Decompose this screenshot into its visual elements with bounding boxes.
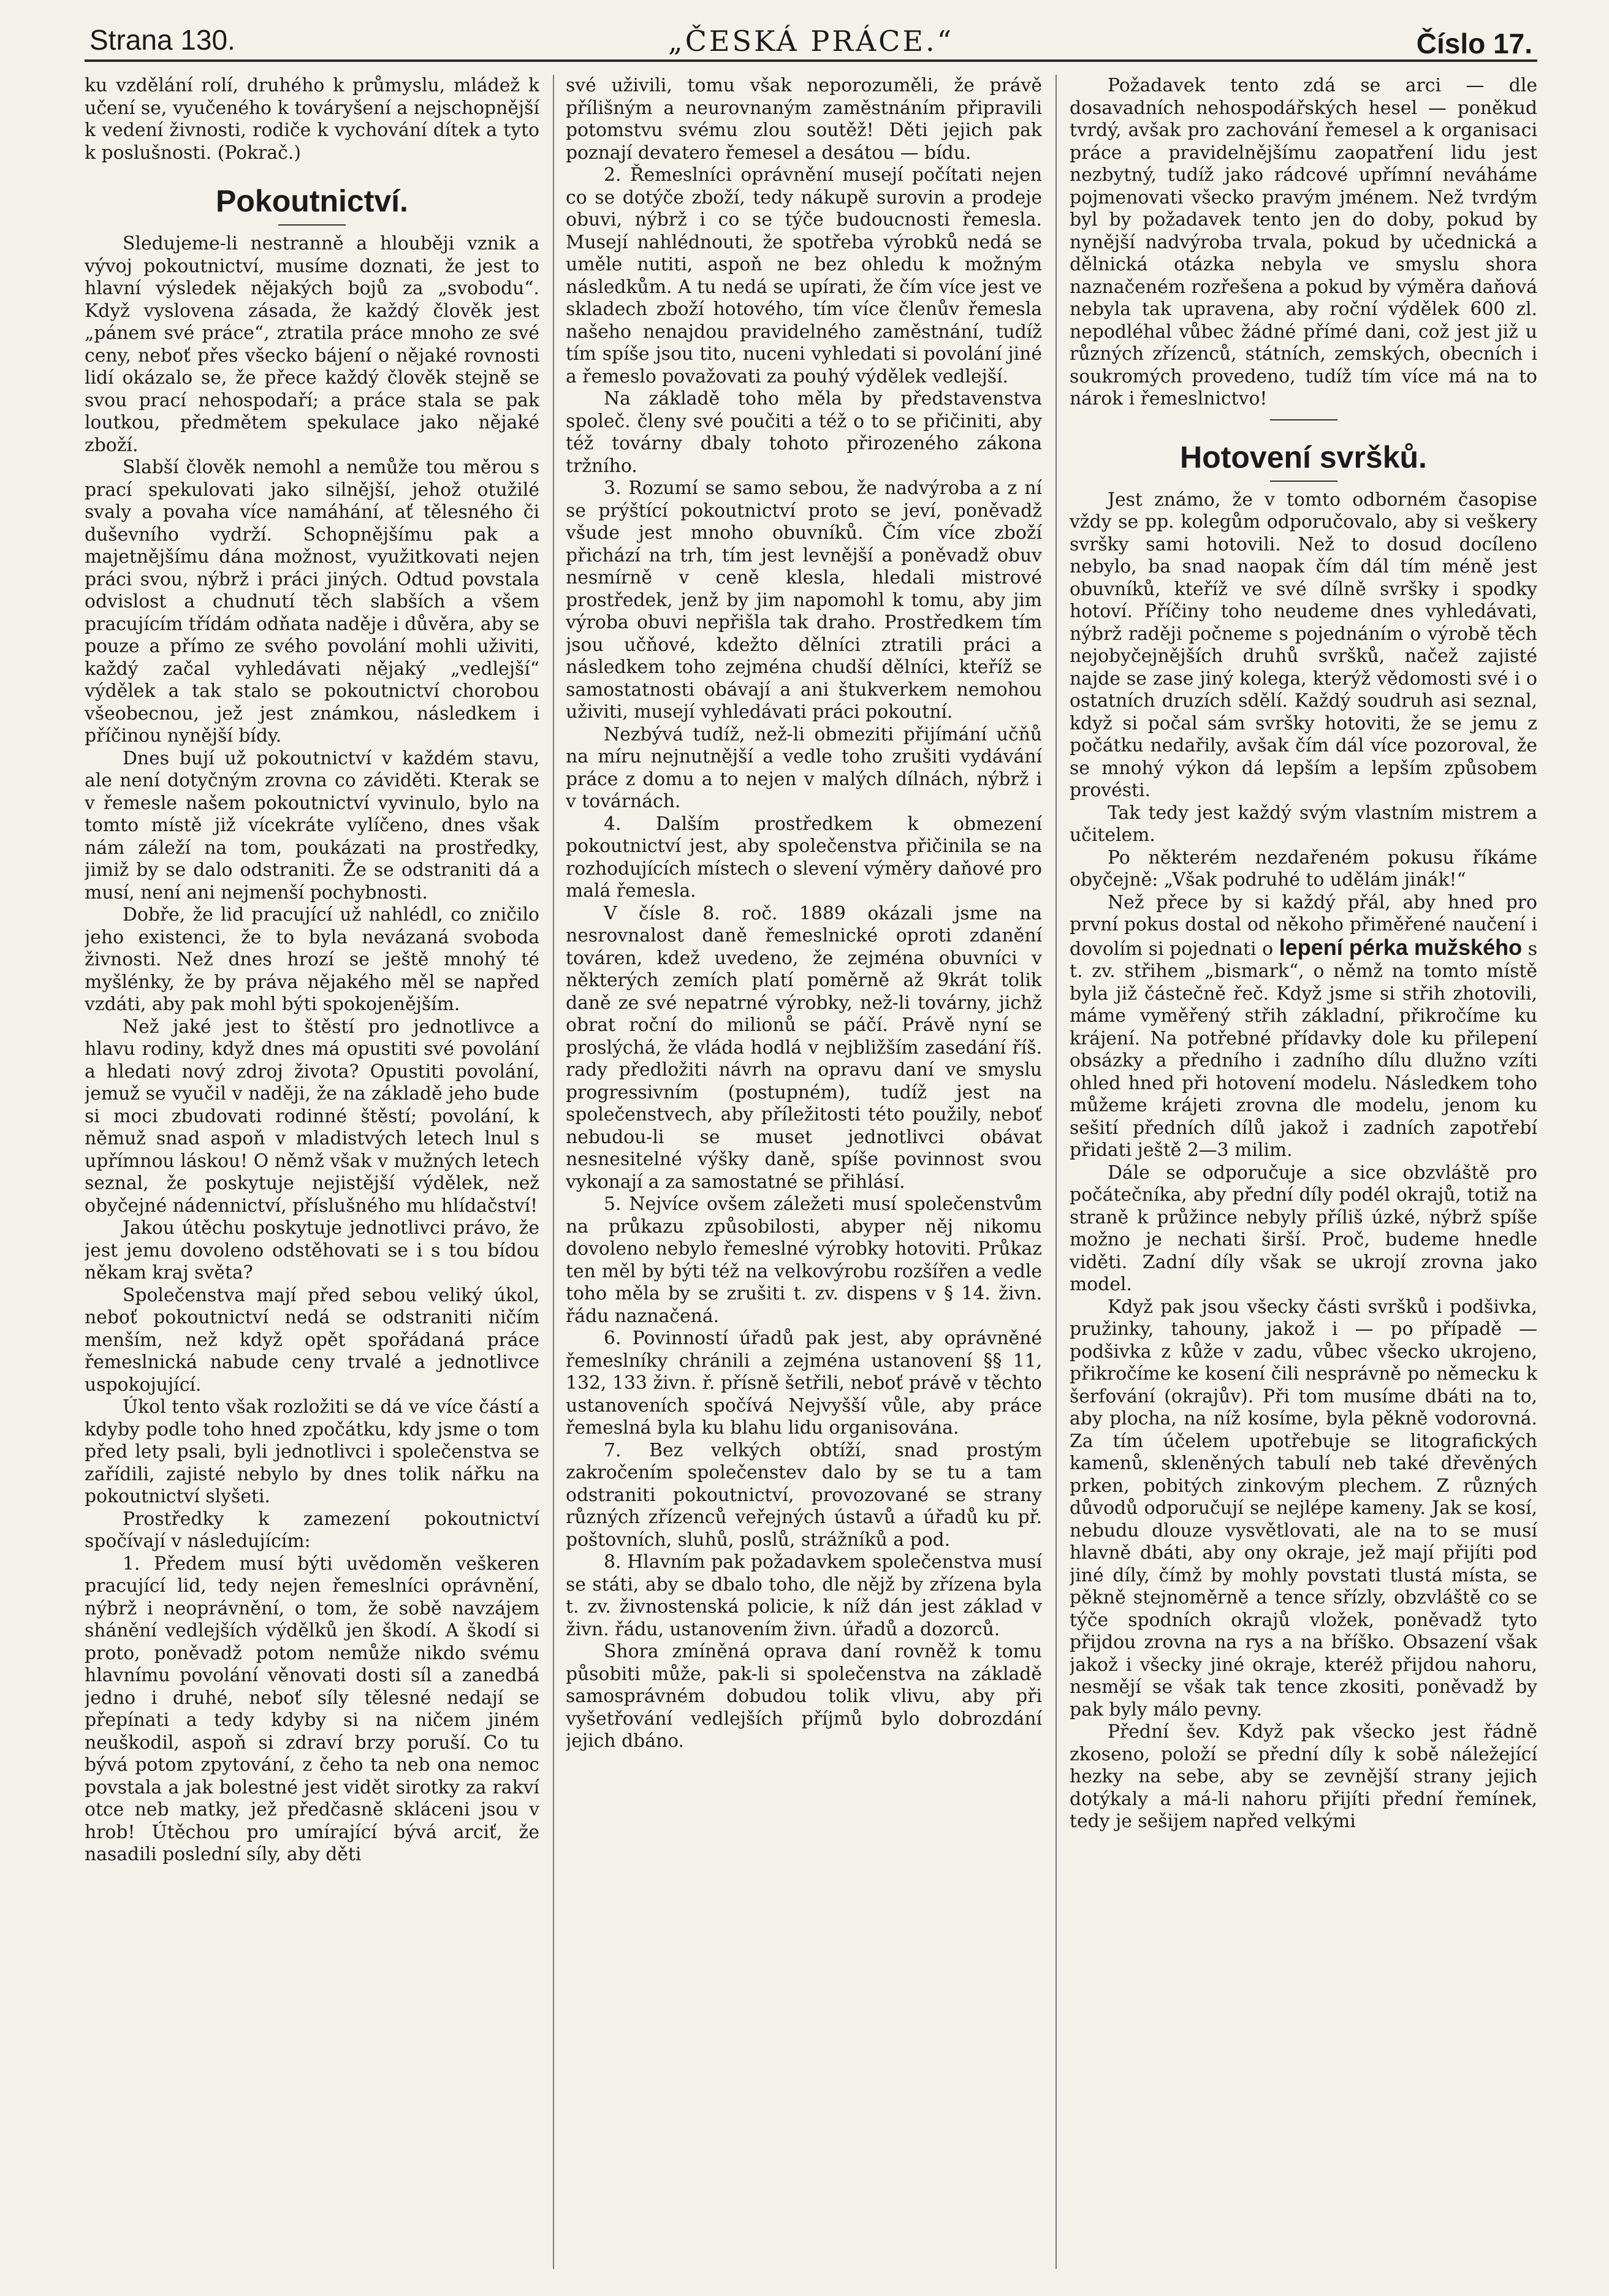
paragraph: Společenstva mají před sebou veliký úkol, neboť pokoutnictví nedá se odstraniti ničím menším, než když opět spořádaná práce řemeslnická nabude ceny trvalé a jednotlivce uspokojující. [85, 1284, 539, 1396]
paragraph: Sledujeme-li nestranně a hlouběji vznik a vývoj pokoutnictví, musíme doznati, že jest to hlavní výsledek nějakých bojů za „svobodu“. Když vyslovena zásada, že každý člověk jest „pánem své práce“, ztratila práce mnoho ze své ceny, neboť přes všecko bájení o nějaké rovnosti lidí okázalo se, že přece každý člověk stejně se svou prací nehospodaří; a práce stala se pak loutkou, předmětem spekulace jako nějaké zboží. [85, 233, 539, 456]
paragraph: 7. Bez velkých obtíží, snad prostým zakročením společenstev dalo by se tu a tam odstraniti pokoutnictví, provozované se strany různých zřízenců veřejných ústavů a úřadů ku př. poštovních, sluhů, poslů, strážníků a pod. [566, 1439, 1042, 1551]
paragraph-text: Než přece by si každý přál, aby hned pro první pokus dostal od někoho přiměřené naučení i dovolím si pojednati o [1070, 891, 1537, 960]
paragraph: 6. Povinností úřadů pak jest, aby oprávněné řemeslníky chránili a zejména ustanovení §§ 11, 132, 133 živn. ř. přísně šetřili, neboť právě v těchto ustanoveních spočívá Nejvyšší vůle, aby práce řemeslná byla ku blahu lidu organisována. [566, 1328, 1042, 1439]
paragraph: Tak tedy jest každý svým vlastním mistrem a učitelem. [1070, 802, 1537, 846]
paragraph: 8. Hlavním pak požadavkem společenstva musí se státi, aby se dbalo toho, dle nějž by zřízena byla t. zv. živnostenská policie, k níž dán jest základ v živn. řádu, ustanovením živn. úřadů a dozorců. [566, 1551, 1042, 1640]
column-divider [553, 75, 554, 2269]
paragraph: Nezbývá tudíž, než-li obmeziti přijímání učňů na míru nejnutnější a vedle toho zrušiti vydávání práce z domu a to nejen v malých dílnách, nýbrž i v továrnách. [566, 723, 1042, 812]
paragraph-text: s t. zv. střihem „bismark“, o němž na tomto místě byla již částečně řeč. Když jsme si střih zhotovili, máme vyměřený střih základní, přikročíme ku krájení. Na potřebné přídavky dole ku přilepení obsázky a předního i zadního dílu dlužno vzíti ohled hned při hotovení modelu. Následkem toho můžeme krájeti zrovna dle modelu, jenom ku sešití předních dílů jakož i zadních zapotřebí přidati ještě 2—3 milim. [1070, 938, 1537, 1161]
paragraph: Na základě toho měla by představenstva společ. členy své poučiti a též o to se přičiniti, aby též továrny dbaly tohoto přirozeného zákona tržního. [566, 388, 1042, 477]
paragraph: 5. Nejvíce ovšem záležeti musí společenstvům na průkazu způsobilosti, abyper něj nikomu dovoleno nebylo řemeslné výrobky hotoviti. Průkaz ten měl by býti též na velkovýrobu rozšířen a vedle toho měla by se zrušiti t. zv. dispens v § 14. živn. řádu naznačená. [566, 1193, 1042, 1327]
column-divider [1056, 75, 1057, 2269]
paragraph: 2. Řemeslníci oprávnění musejí počítati nejen co se dotýče zboží, tedy nákupě surovin a prodeje obuvi, nýbrž i co se týče budoucnosti řemesla. Musejí nahlédnouti, že spotřeba výrobků nedá se uměle nutiti, aspoň ne bez ohledu k možným následkům. A tu nedá se upírati, že čím více jest ve skladech zboží hotového, tím více členův řemesla našeho nenajdou pravidelného zaměstnání, tudíž tím spíše jsou tito, nuceni vyhledati si povolání jiné a řemeslo považovati za pouhý výdělek vedlejší. [566, 164, 1042, 387]
paragraph: Přední šev. Když pak všecko jest řádně zkoseno, položí se přední díly k sobě náležející hezky na sebe, aby se zevnější strany jejich dotýkaly a má-li nahoru přijíti přední řemínek, tedy je sešijem napřed velkými [1070, 1721, 1537, 1832]
paragraph: Po některém nezdařeném pokusu říkáme obyčejně: „Však podruhé to udělám jinák!“ [1070, 846, 1537, 891]
section-rule [1270, 419, 1337, 420]
title-rule [1270, 481, 1337, 482]
paragraph: Prostředky k zamezení pokoutnictví spočívají v následujícím: [85, 1508, 539, 1552]
paragraph: V čísle 8. roč. 1889 okázali jsme na nesrovnalost daně řemeslnické oproti zdanění továren, kdež uvedeno, že zejména obuvníci v některých zemích platí poměrně až 9krát tolik daně ze své nepatrné výrobky, než-li továrny, jichž obrat roční do milionů se páčí. Právě nyní se proslýchá, že vláda hodlá v nejbližším zasedání říš. rady předložiti návrh na opravu daní ve smyslu progressivním (postupném), tudíž jest na společenstvech, aby příležitosti této použily, neboť nebudou-li se muset jednotlivci obávat nesnesitelné výšky daně, spíše povinnost svou vykonají a za samostatné se přihlásí. [566, 902, 1042, 1193]
paragraph: Požadavek tento zdá se arci — dle dosavadních nehospodářských hesel — poněkud tvrdý, avšak pro zachování řemesel a k organisaci práce a pravidelnějšímu zaopatření lidu jest nezbytný, tudíž jako rádcové upřímní neváháme pojmenovati všecko pravým jménem. Než tvrdým byl by požadavek tento jen do doby, pokud by nynější nadvýroba trvala, pokud by učednická a dělnická otázka nebyla ve smyslu shora naznačeném rozřešena a pokud by výměra daňová nebyla tak upravena, aby roční výdělek 600 zl. nepodléhal vůbec žádné přímé dani, což jest již u různých zřízenců, státních, zemských, obecních i soukromých provedeno, tudíž tím více má na to nárok i řemeslnictvo! [1070, 75, 1537, 409]
paragraph: Slabší člověk nemohl a nemůže tou měrou s prací spekulovati jako silnější, jehož otužilé svaly a povaha více namáhání, ať tělesného či duševního vydrží. Schopnějšímu pak a majetnějšímu dána možnost, využitkovati nejen práci svou, nýbrž i práci jiných. Odtud povstala odvislost a chudnutí těch slabších a všem pracujícím třídám odňata naděje i důvěra, aby se pouze a přímo ze svého povolání mohli uživiti, každý začal vyhledávati nějaký „vedlejší“ výdělek a tak stalo se pokoutnictví chorobou všeobecnou, jež jest známkou, následkem i příčinou nynější bídy. [85, 457, 539, 747]
paragraph: Shora zmíněná oprava daní rovněž k tomu působiti může, pak-li si společenstva na základě samosprávném dobudou tolik vlivu, aby při vyšetřování vedlejších příjmů bylo dobrozdání jejich dbáno. [566, 1641, 1042, 1752]
paragraph [1070, 892, 1537, 1162]
paragraph: Jakou útěchu poskytuje jednotlivci právo, že jest jemu dovoleno odstěhovati se i s tou bídou někam kraj světa? [85, 1217, 539, 1283]
paragraph: své uživili, tomu však neporozuměli, že právě přílišným a neurovnaným zaměstnáním připravili potomstvu svému zlou soutěž! Děti jejich pak poznají devatero řemesel a desátou — bídu. [566, 75, 1042, 164]
journal-title: „ČESKÁ PRÁCE.“ [668, 25, 954, 58]
column-1 [85, 75, 539, 2269]
paragraph: Dále se odporučuje a sice obzvláště pro počátečníka, aby přední díly podél okrajů, totiž na straně k průžince nebyly příliš úzké, nýbrž spíše možno je nechati širší. Proč, budeme hnedle viděti. Zadní díly však se ukrojí zrovna jako model. [1070, 1161, 1537, 1295]
column-3 [1070, 75, 1537, 2269]
continued-text: ku vzdělání rolí, druhého k průmyslu, mládež k učení se, vyučeného k továryšení a nejschopnější k vedení živnosti, rodiče k vychování dítek a tyto k poslušnosti. (Pokrač.) [85, 75, 539, 164]
title-rule [278, 224, 346, 226]
paragraph: Dobře, že lid pracující už nahlédl, co zničilo jeho existenci, že to byla nevázaná svoboda živnosti. Než dnes hrozí se ještě mnohý té myšlénky, že by práva nějakého měl se napřed vzdáti, aby pak mohl býti spokojenějším. [85, 904, 539, 1015]
paragraph: Jest známo, že v tomto odborném časopise vždy se pp. kolegům odporučovalo, aby si veškery svršky sami hotovili. Než to dosud docíleno nebylo, ba snad naopak čím dál tím méně jest obuvníků, kteříž ve své dílně svršky i spodky hotoví. Příčiny toho neudeme dnes vyhledávati, nýbrž raději počneme s pojednáním o výrobě těch nejobyčejnějších druhů svršků, načež zajisté najde se zase jiný kolega, kterýž vědomosti své i o ostatních druzích sdělí. Každý soudruh asi seznal, když si počal sám svršky hotoviti, že se jemu z počátku nedařily, avšak čím dál více pozoroval, že se mnohý výkon dá lepším a lepším způsobem provésti. [1070, 488, 1537, 801]
paragraph: 1. Předem musí býti uvědoměn veškeren pracující lid, tedy nejen řemeslníci oprávnění, nýbrž i neoprávnění, o tom, že sobě navzájem shánění vedlejších výdělků jen škodí. A škodí si proto, poněvadž potom nemůže nikdo svému hlavnímu povolání věnovati dosti síl a zanedbá jedno i druhé, neboť síly tělesné nedají se přepínati a tedy kdyby si na ničem jiném neuškodil, aspoň si zdraví brzy poruší. Co tu bývá potom zpytování, z čeho ta neb ona nemoc povstala a jak bolestné jest vidět sirotky za rakví otce neb matky, jež předčasně skláceni jsou v hrob! Útěchou pro umírající bývá arciť, že nasadili poslední síly, aby děti [85, 1553, 539, 1865]
paragraph: 3. Rozumí se samo sebou, že nadvýroba a z ní se prýštící pokoutnictví proto se jeví, poněvadž všude jest mnoho obuvníků. Čím více zboží přichází na trh, tím jest levnější a poněvadž obuv nesmírně v ceně klesla, hledali mistrové prostředek, jenž by jim napomohl k tomu, aby jim výroba obuvi nepřišla tak draho. Prostředkem tím jsou učňové, kdežto dělníci ztratili práci a následkem toho zejména chudší dělníci, kteříž se samostatnosti obávají a ani štukverkem nemohou uživiti, musejí vyhledávati práci pokoutní. [566, 477, 1042, 723]
paragraph: Úkol tento však rozložiti se dá ve více částí a kdyby podle toho hned zpočátku, kdy jsme o tom před lety psali, byli jednotlivci i společenstva se zařídili, zajisté nebylo by dnes tolik nářku na pokoutnictví slyšeti. [85, 1396, 539, 1507]
paragraph: Když pak jsou všecky části svršků i podšivka, pružinky, tahouny, jakož i — po případě — podšivka z kůže v zadu, vůbec všecko ukrojeno, přikročíme ke kosení čili nesprávně po německu k šerfování (okrajův). Při tom musíme dbáti na to, aby plocha, na níž kosíme, byla pěkně vodorovná. Za tím účelem upotřebuje se litografických kamenů, skleněných tabulí neb také dřevěných prken, pobitých zinkovým plechem. Z různých důvodů odporučují se nejlépe kameny. Jak se kosí, nebudu dlouze vysvětlovati, ale na to se musí hlavně dbáti, aby ony okraje, jež mají přijíti pod jiné díly, čímž by mohly povstati tlustá místa, se pěkně stejnoměrně a tence sřízly, obzvláště co se týče spodních okrajů vložek, poněvadž tyto přijdou zrovna na rys a na bříško. Obsazení však jakož i všecky jiné okraje, kteréž přijdou nahoru, nesmějí se však tak tence zkositi, poněvadž by pak byly málo pevny. [1070, 1296, 1537, 1720]
paragraph: Než jaké jest to štěstí pro jednotlivce a hlavu rodiny, když dnes má opustiti své povolání a hledati nový zdroj života? Opustiti povolání, jemuž se vyučil v naději, že na základě jeho bude si moci zbudovati rodinné štěstí; povolání, k němuž snad aspoň v mladistvých letech lnul s upřímnou láskou! O němž však v mužných letech seznal, že poskytuje nejistější výdělek, než obyčejné nádennictví, příslušného mu hlídačství! [85, 1016, 539, 1217]
article-title-pokoutnictvi: Pokoutnictví. [216, 184, 408, 218]
page-number: Strana 130. [89, 24, 235, 56]
article-title-hotoveni-svrsku: Hotovení svršků. [1180, 439, 1427, 474]
paragraph: 4. Dalším prostředkem k obmezení pokoutnictví jest, aby společenstva přičinila se na rozhodujících místech o slevení výměry daňové pro malá řemesla. [566, 813, 1042, 902]
paragraph: Dnes bují už pokoutnictví v každém stavu, ale není dotyčným zrovna co záviděti. Kterak se v řemesle našem pokoutnictví vyvinulo, bylo na tomto místě již vícekráte vylíčeno, dnes však nám záleží na tom, poukázati na prostředky, jimiž by se dalo odstraniti. Že se odstraniti dá a musí, není ani nejmenší pochybnosti. [85, 747, 539, 903]
issue-number: Číslo 17. [1416, 28, 1532, 59]
highlight-text: lepení pérka mužského [1279, 934, 1523, 960]
header-rule [85, 59, 1537, 62]
column-2 [566, 75, 1042, 2269]
